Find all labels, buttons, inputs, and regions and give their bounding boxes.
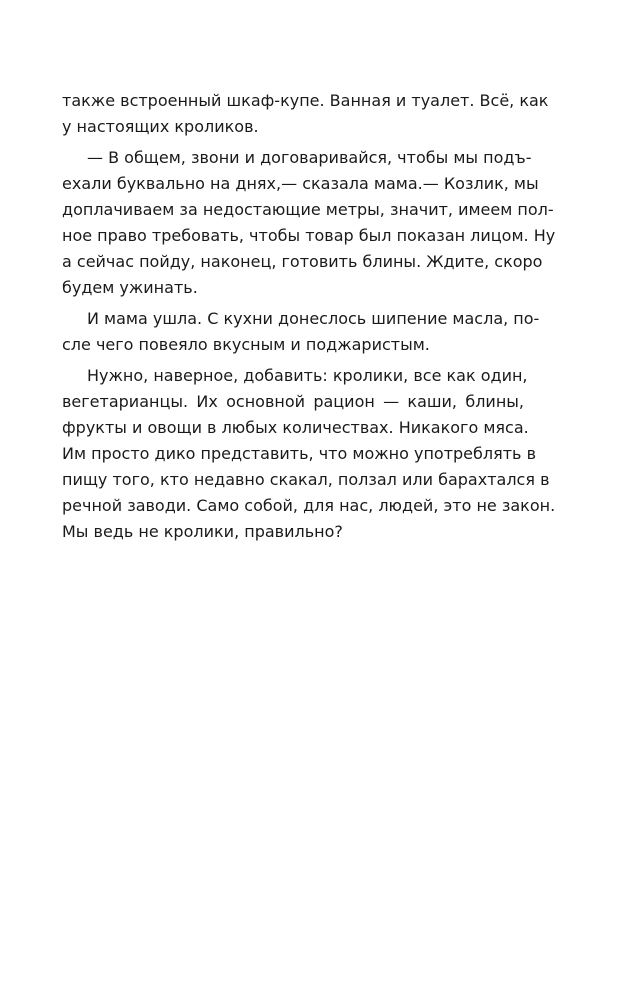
text-line: И мама ушла. С кухни донеслось шипение масла, по- <box>87 309 540 328</box>
paragraph-4 <box>62 363 556 545</box>
text-line: а сейчас пойду, наконец, готовить блины. Ждите, скоро <box>62 252 543 271</box>
body-text <box>62 88 556 545</box>
text-line: ехали буквально на днях,— сказала мама.— Козлик, мы <box>62 174 539 193</box>
text-line: — В общем, звони и договаривайся, чтобы мы подъ- <box>87 148 532 167</box>
text-line: будем ужинать. <box>62 278 198 297</box>
text-line: Им просто дико представить, что можно употреблять в <box>62 444 536 463</box>
paragraph-1 <box>62 88 549 140</box>
text-line: пищу того, кто недавно скакал, ползал или барахтался в <box>62 470 550 489</box>
text-line: сле чего повеяло вкусным и поджаристым. <box>62 335 430 354</box>
text-line: Мы ведь не кролики, правильно? <box>62 522 343 541</box>
text-line: речной заводи. Само собой, для нас, людей, это не закон. <box>62 496 556 515</box>
text-line: также встроенный шкаф-купе. Ванная и туалет. Всё, как <box>62 91 549 110</box>
paragraph-3 <box>62 306 540 358</box>
text-line: Нужно, наверное, добавить: кролики, все как один, <box>87 366 528 385</box>
text-line: фрукты и овощи в любых количествах. Никакого мяса. <box>62 418 529 437</box>
text-line: доплачиваем за недостающие метры, значит, имеем пол- <box>62 200 554 219</box>
text-line: вегетарианцы. Их основной рацион — каши, блины, <box>62 392 524 411</box>
text-line: у настоящих кроликов. <box>62 117 259 136</box>
text-line: ное право требовать, чтобы товар был показан лицом. Ну <box>62 226 556 245</box>
paragraph-2 <box>62 145 556 301</box>
